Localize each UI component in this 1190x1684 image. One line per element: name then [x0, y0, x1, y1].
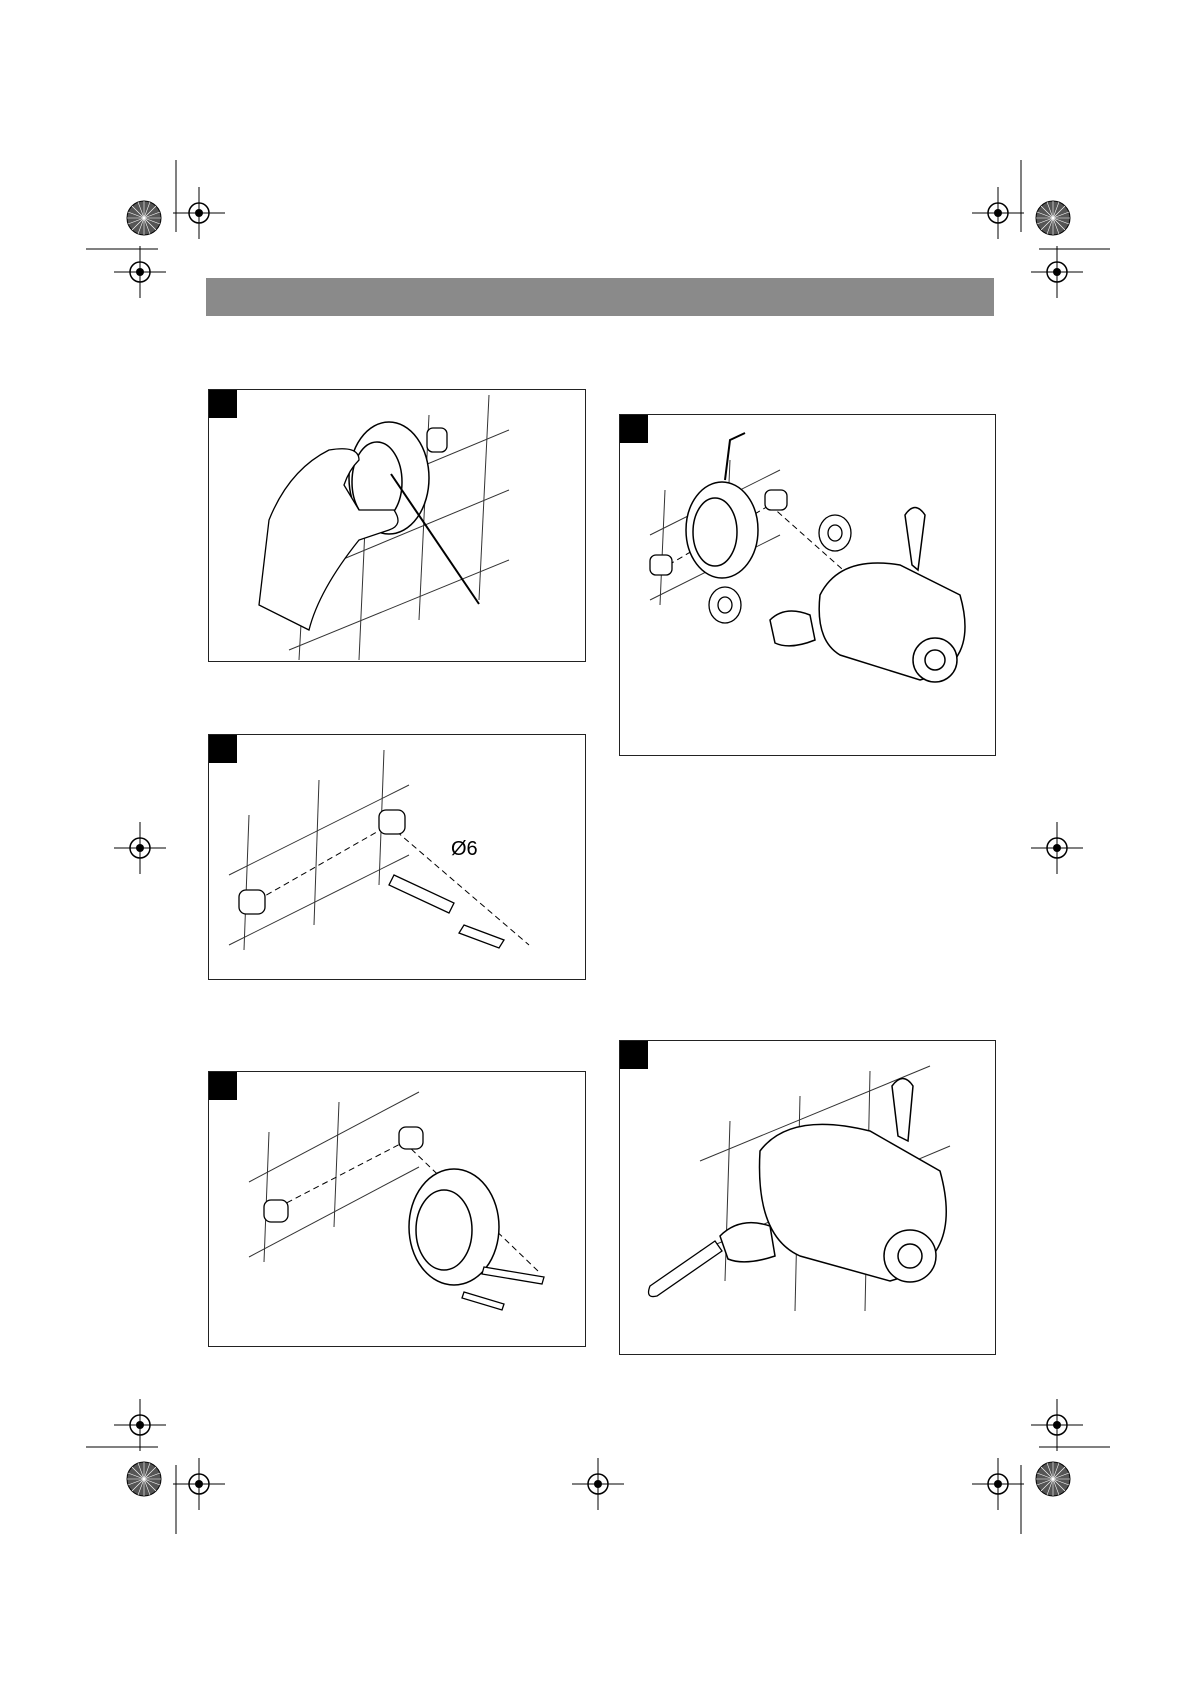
- sleeve: [264, 1200, 288, 1222]
- registration-mark-icon: [114, 822, 166, 874]
- shower-valve-icon: [720, 1079, 946, 1283]
- drill-size-label: Ø6: [451, 838, 478, 860]
- panel-step-4: [619, 414, 996, 756]
- sleeve: [379, 810, 405, 834]
- illustration-drill: [209, 735, 586, 980]
- registration-mark-icon: [972, 1458, 1024, 1510]
- registration-mark-icon: [114, 246, 166, 298]
- ring-fixture: [686, 482, 758, 578]
- sleeve: [427, 428, 447, 452]
- panel-step-1: [208, 389, 586, 662]
- illustration-mark-wall: [209, 390, 586, 662]
- allen-key-icon: [725, 433, 745, 480]
- shower-valve-icon: [770, 508, 965, 683]
- screw-icon: [482, 1267, 544, 1284]
- sleeve: [399, 1127, 423, 1149]
- panel-step-2: [208, 734, 586, 980]
- panel-step-5: [619, 1040, 996, 1355]
- sleeve: [765, 490, 787, 510]
- illustration-fix-ring: [209, 1072, 586, 1347]
- registration-mark-icon: [1031, 246, 1083, 298]
- wall-plug-icon: [459, 925, 504, 948]
- color-target-icon: [127, 201, 161, 235]
- header-bar: [206, 278, 994, 316]
- screw-icon: [462, 1292, 504, 1310]
- sleeve: [239, 890, 265, 914]
- registration-mark-icon: [173, 1458, 225, 1510]
- color-target-icon: [127, 1462, 161, 1496]
- panel-step-3: [208, 1071, 586, 1347]
- sleeve: [650, 555, 672, 575]
- registration-mark-icon: [1031, 822, 1083, 874]
- color-target-icon: [1036, 201, 1070, 235]
- illustration-valve-installed: [620, 1041, 996, 1355]
- registration-mark-icon: [972, 187, 1024, 239]
- color-target-icon: [1036, 1462, 1070, 1496]
- registration-mark-icon: [114, 1399, 166, 1451]
- registration-mark-icon: [1031, 1399, 1083, 1451]
- registration-mark-icon: [173, 187, 225, 239]
- illustration-valve-exploded: [620, 415, 996, 756]
- spanner-icon: [649, 1241, 722, 1297]
- pencil-icon: [391, 474, 479, 604]
- registration-mark-icon: [572, 1458, 624, 1510]
- drill-bit-icon: [389, 875, 454, 913]
